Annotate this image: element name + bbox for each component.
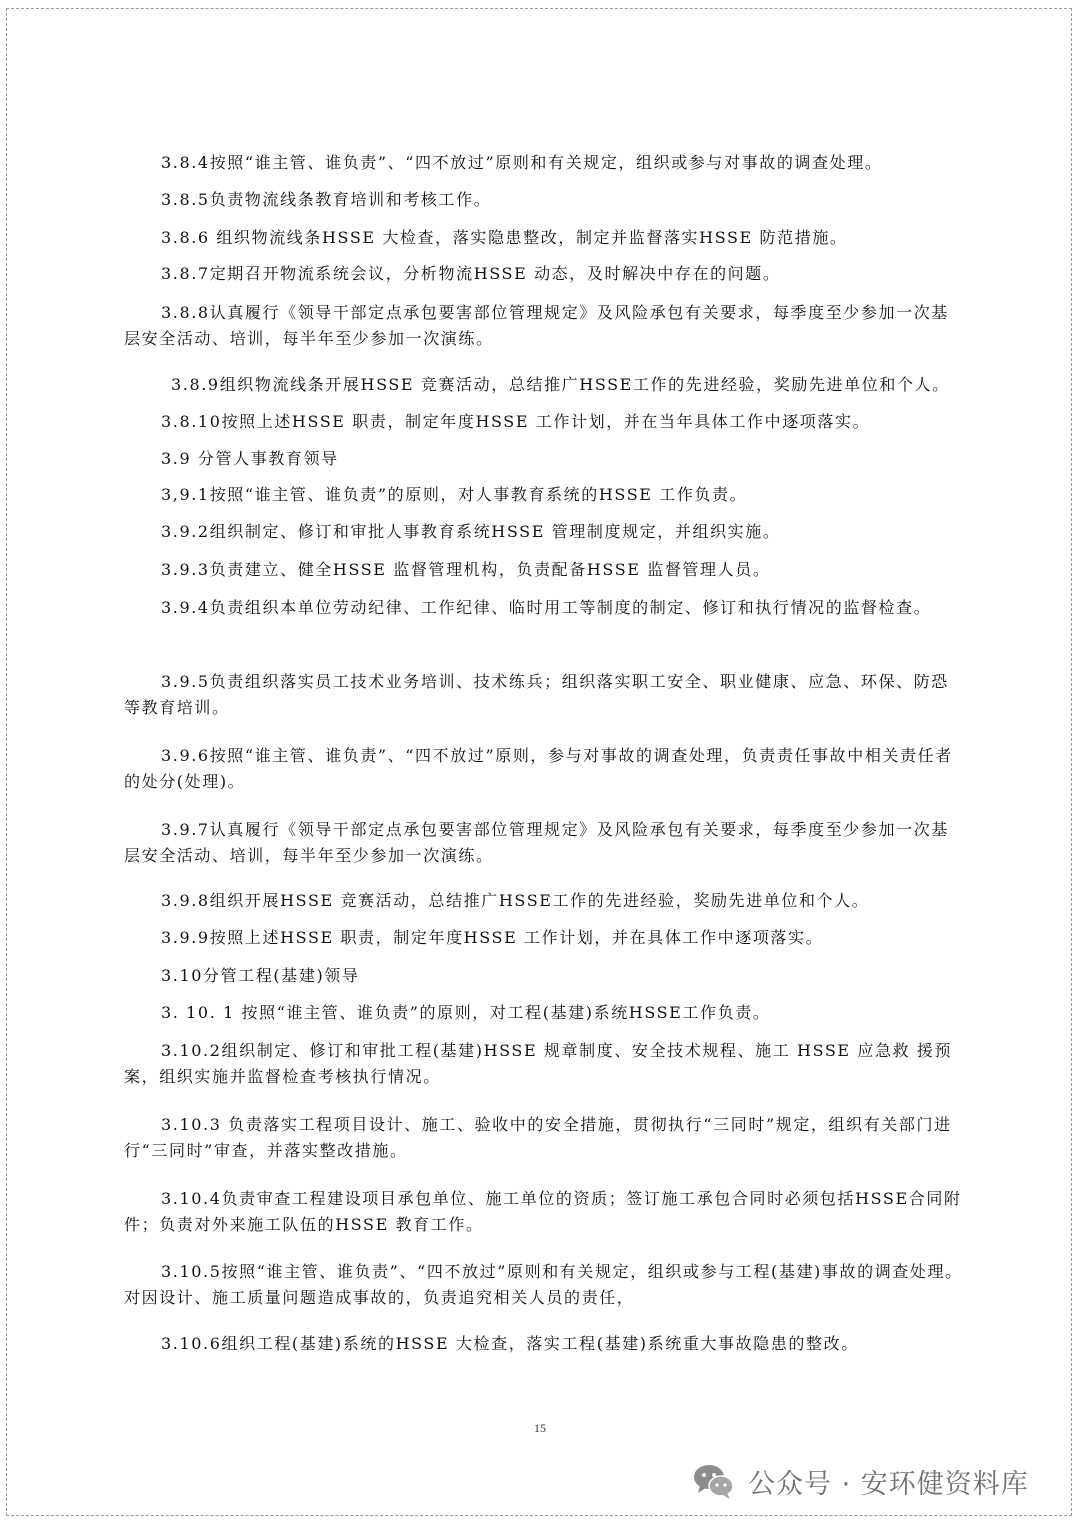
paragraph-3-8-9: 3.8.9组织物流线条开展HSSE 竞赛活动，总结推广HSSE工作的先进经验，奖励先进单位和个人。 [171,375,950,394]
paragraph-3-8-4: 3.8.4按照“谁主管、谁负责”、“四不放过”原则和有关规定，组织或参与对事故的调查处理。 [161,153,883,172]
section-heading-3-10: 3.10分管工程(基建)领导 [161,966,360,985]
paragraph-3-8-6: 3.8.6 组织物流线条HSSE 大检查，落实隐患整改，制定并监督落实HSSE 防范措施。 [161,228,848,247]
paragraph-3-10-4: 3.10.4负责审查工程建设项目承包单位、施工单位的资质；签订施工承包合同时必须包括HSSE合同附件；负责对外来施工队伍的HSSE 教育工作。 [124,1189,962,1234]
paragraph-3-9-3: 3.9.3负责建立、健全HSSE 监督管理机构，负责配备HSSE 监督管理人员。 [161,560,771,579]
watermark-text: 公众号 · 安环健资料库 [748,1468,1029,1500]
paragraph-3-9-4: 3.9.4负责组织本单位劳动纪律、工作纪律、临时用工等制度的制定、修订和执行情况的监督检查。 [161,598,932,617]
paragraph-3-9-9: 3.9.9按照上述HSSE 职责，制定年度HSSE 工作计划，并在具体工作中逐项落实。 [161,928,824,947]
section-heading-3-9: 3.9 分管人事教育领导 [161,449,339,468]
paragraph-3-9-6: 3.9.6按照“谁主管、谁负责”、“四不放过”原则，参与对事故的调查处理，负责责任事故中相关责任者的处分(处理)。 [124,746,953,791]
paragraph-3-10-5: 3.10.5按照“谁主管、谁负责”、“四不放过”原则和有关规定，组织或参与工程(基建)事故的调查处理。对因设计、施工质量问题造成事故的，负责追究相关人员的责任， [124,1262,963,1307]
paragraph-3-9-8: 3.9.8组织开展HSSE 竞赛活动，总结推广HSSE工作的先进经验，奖励先进单位和个人。 [161,891,870,910]
paragraph-3-9-5: 3.9.5负责组织落实员工技术业务培训、技术练兵；组织落实职工安全、职业健康、应急、环保、防恐等教育培训。 [124,672,949,717]
watermark [692,1458,1029,1504]
paragraph-3-8-5: 3.8.5负责物流线条教育培训和考核工作。 [161,190,492,209]
paragraph-3-10-6: 3.10.6组织工程(基建)系统的HSSE 大检查，落实工程(基建)系统重大事故隐患的整改。 [161,1334,859,1353]
paragraph-3-8-8: 3.8.8认真履行《领导干部定点承包要害部位管理规定》及风险承包有关要求，每季度至少参加一次基层安全活动、培训，每半年至少参加一次演练。 [124,303,949,348]
wechat-icon [692,1461,736,1501]
paragraph-3-10-3: 3.10.3 负责落实工程项目设计、施工、验收中的安全措施，贯彻执行“三同时”规定，组织有关部门进行“三同时”审查，并落实整改措施。 [124,1115,952,1160]
paragraph-3-8-10: 3.8.10按照上述HSSE 职责，制定年度HSSE 工作计划，并在当年具体工作中逐项落实。 [161,412,871,431]
paragraph-3-10-2: 3.10.2组织制定、修订和审批工程(基建)HSSE 规章制度、安全技术规程、施工 HSSE 应急救 援预案，组织实施并监督检查考核执行情况。 [124,1041,953,1086]
paragraph-3-9-1: 3,9.1按照“谁主管、谁负责”的原则，对人事教育系统的HSSE 工作负责。 [161,485,748,504]
paragraph-3-10-1: 3. 10. 1 按照“谁主管、谁负责”的原则，对工程(基建)系统HSSE工作负责。 [161,1003,771,1022]
paragraph-3-9-7: 3.9.7认真履行《领导干部定点承包要害部位管理规定》及风险承包有关要求，每季度至少参加一次基层安全活动、培训，每半年至少参加一次演练。 [124,820,949,865]
paragraph-3-9-2: 3.9.2组织制定、修订和审批人事教育系统HSSE 管理制度规定，并组织实施。 [161,522,781,541]
paragraph-3-8-7: 3.8.7定期召开物流系统会议，分析物流HSSE 动态，及时解决中存在的问题。 [161,264,781,283]
page-number: 15 [534,1421,546,1435]
